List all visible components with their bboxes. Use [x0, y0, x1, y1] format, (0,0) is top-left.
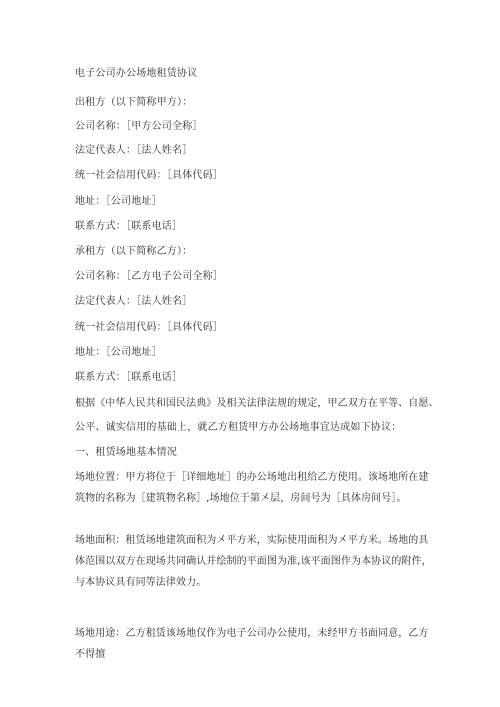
lessor-credit-code: 统一社会信用代码：［具体代码］	[75, 170, 223, 181]
clause-usage: 场地用途：乙方租赁该场地仅作为电子公司办公使用，未经甲方书面同意，乙方不得擅	[75, 628, 429, 660]
document-title: 电子公司办公场地租赁协议	[75, 68, 198, 79]
lessee-company: 公司名称：［乙方电子公司全称］	[75, 271, 223, 282]
lessor-company: 公司名称：［甲方公司全称］	[75, 121, 203, 132]
clause-area: 场地面积：租赁场地建筑面积为㐅平方米，实际使用面积为㐅平方米。场地的具体范围以双方在现场共同确认并绘制的平面图为准,该平面图作为本协议的附件，与本协议具有同等法律效力。	[75, 535, 432, 588]
lessor-heading: 出租方（以下简称甲方）：	[75, 97, 193, 108]
lessee-rep: 法定代表人：［法人姓名］	[75, 296, 193, 307]
lessee-contact: 联系方式：［联系电话］	[75, 372, 183, 383]
preamble-line-1: 根据《中华人民共和国民法典》及相关法律法规的规定，甲乙双方在平等、自愿、	[75, 398, 439, 409]
lessor-rep: 法定代表人：［法人姓名］	[75, 145, 193, 156]
clause-location: 场地位置：甲方将位于［详细地址］的办公场地出租给乙方使用。该场地所在建筑物的名称为［建筑物名称］,场地位于第㐅层，房间号为［具体房间号］。	[75, 472, 429, 504]
lessee-address: 地址：［公司地址］	[75, 347, 162, 358]
lessee-credit-code: 统一社会信用代码：［具体代码］	[75, 322, 223, 333]
lessor-address: 地址：［公司地址］	[75, 196, 162, 207]
preamble-line-2: 公平、诚实信用的基础上，就乙方租赁甲方办公场地事宜达成如下协议：	[75, 422, 402, 433]
lessee-heading: 承租方（以下简称乙方）：	[75, 246, 193, 257]
section-heading: 一、租赁场地基本情况	[75, 447, 177, 458]
lessor-contact: 联系方式：［联系电话］	[75, 221, 183, 232]
